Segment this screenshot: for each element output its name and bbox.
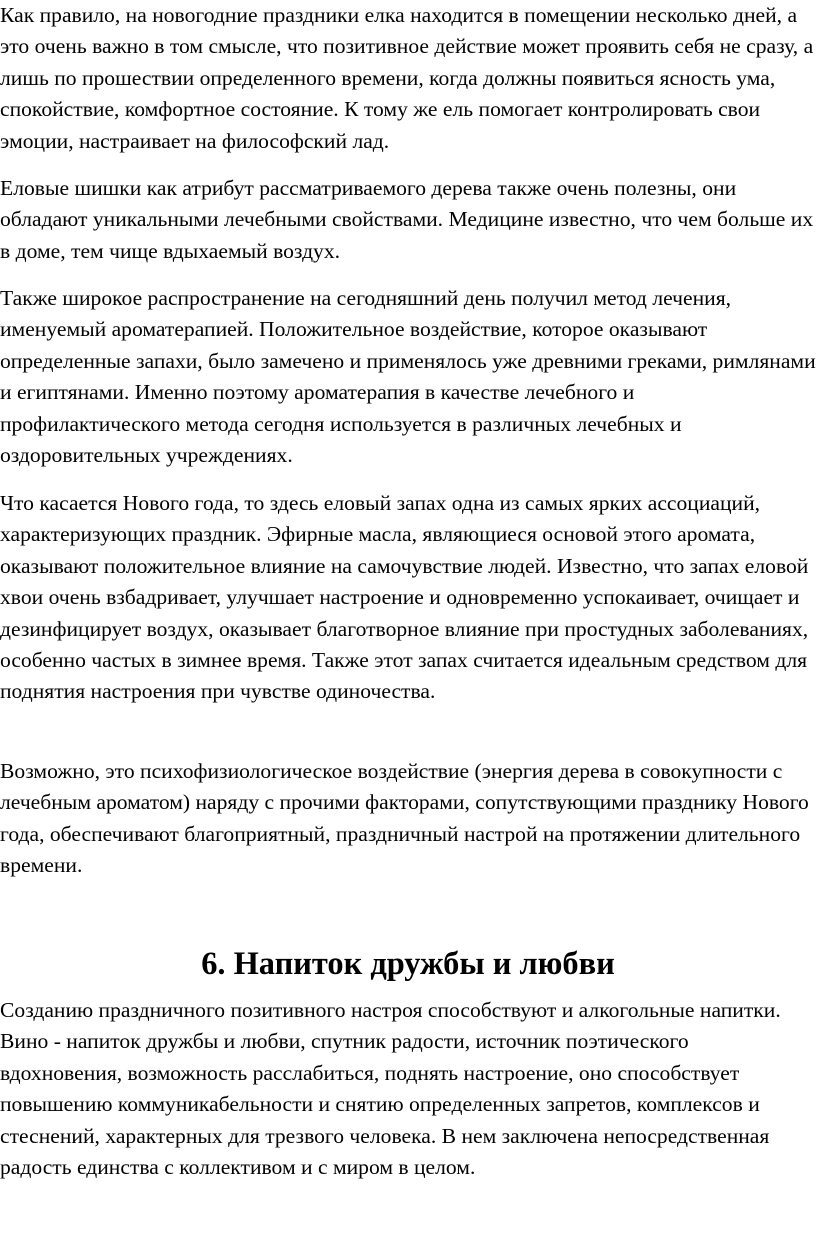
paragraph-psychophysiological-effect: Возможно, это психофизиологическое воздействие (энергия дерева в совокупности с лечебным ароматом) наряду с прочими факторами, сопутствующими празднику Нового года, обеспечивают благоприятный, праздничный настрой на протяжении длительного времени.	[0, 759, 809, 878]
paragraph-spruce-cones: Еловые шишки как атрибут рассматриваемого дерева также очень полезны, они обладают уникальными лечебными свойствами. Медицине известно, что чем больше их в доме, тем чище вдыхаемый воздух.	[0, 176, 814, 263]
paragraph-spruce-scent: Что касается Нового года, то здесь еловый запах одна из самых ярких ассоциаций, характеризующих праздник. Эфирные масла, являющиеся основой этого аромата, оказывают положительное влияние на самочувствие людей. Известно, что запах еловой хвои очень взбадривает, улучшает настроение и одновременно успокаивает, очищает и дезинфицирует воздух, оказывает благотворное влияние при простудных заболеваниях, особенно частых в зимнее время. Также этот запах считается идеальным средством для поднятия настроения при чувстве одиночества.	[0, 491, 809, 704]
paragraph-wine-drink: Созданию праздничного позитивного настроя способствуют и алкогольные напитки. Вино - напиток дружбы и любви, спутник радости, источник поэтического вдохновения, возможность расслабиться, поднять настроение, оно способствует повышению коммуникабельности и снятию определенных запретов, комплексов и стеснений, характерных для трезвого человека. В нем заключена непосредственная радость единства с коллективом и с миром в целом.	[0, 998, 781, 1180]
paragraph-aromatherapy: Также широкое распространение на сегодняшний день получил метод лечения, именуемый ароматерапией. Положительное воздействие, которое оказывают определенные запахи, было замечено и применялось уже древними греками, римлянами и египтянами. Именно поэтому ароматерапия в качестве лечебного и профилактического метода сегодня используется в различных лечебных и оздоровительных учреждениях.	[0, 286, 816, 468]
section-heading: 6. Напиток дружбы и любви	[201, 946, 615, 982]
paragraph-christmas-tree-effect: Как правило, на новогодние праздники елка находится в помещении несколько дней, а это очень важно в том смысле, что позитивное действие может проявить себя не сразу, а лишь по прошествии определенного времени, когда должны появиться ясность ума, спокойствие, комфортное состояние. К тому же ель помогает контролировать свои эмоции, настраивает на философский лад.	[0, 3, 814, 153]
